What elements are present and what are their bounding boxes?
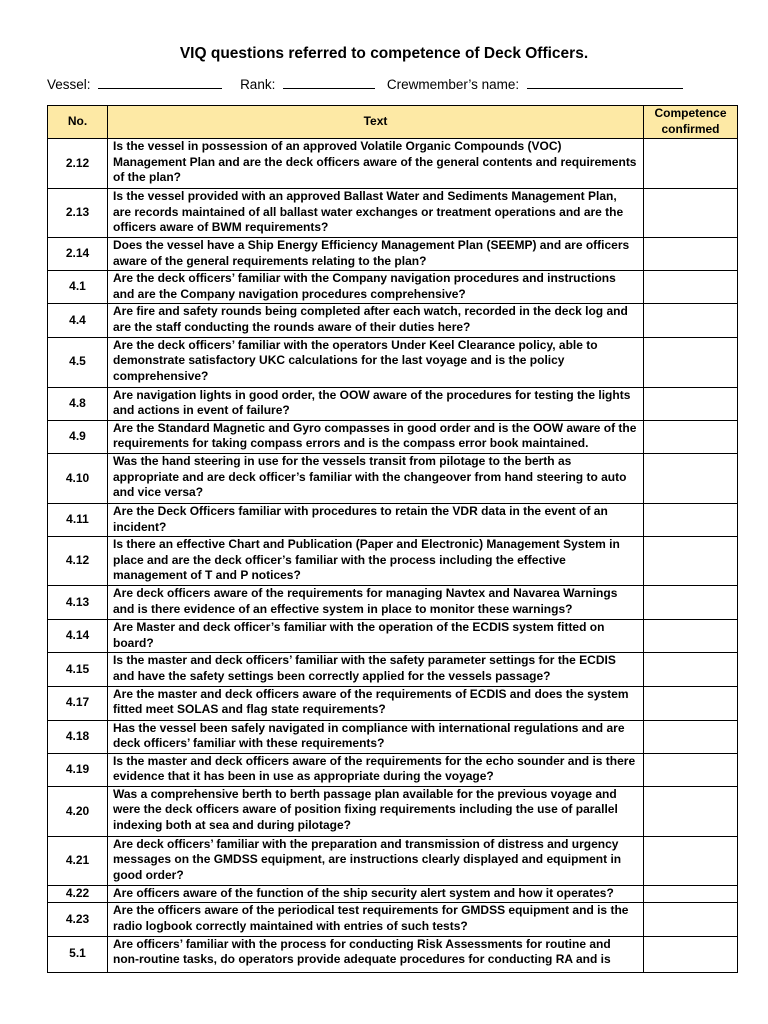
competence-confirmed-cell[interactable] [644,189,738,238]
competence-confirmed-cell[interactable] [644,387,738,420]
question-text: Are the Standard Magnetic and Gyro compasses in good order and is the OOW aware of the requirements for taking compass errors and is the compass error book maintained. [108,420,644,453]
competence-confirmed-cell[interactable] [644,720,738,753]
competence-confirmed-cell[interactable] [644,537,738,586]
competence-confirmed-cell[interactable] [644,337,738,387]
table-row [48,720,738,753]
question-number: 4.9 [48,420,108,453]
question-number: 5.1 [48,936,108,972]
question-text: Are the Deck Officers familiar with procedures to retain the VDR data in the event of an incident? [108,503,644,536]
table-row [48,238,738,271]
rank-field[interactable] [283,76,375,89]
table-row [48,903,738,936]
question-text: Are deck officers’ familiar with the preparation and transmission of distress and urgency messages on the GMDSS equipment, are instructions clearly displayed and equipment in good order? [108,836,644,885]
table-row [48,420,738,453]
question-text: Are the deck officers’ familiar with the Company navigation procedures and instructions and are the Company navigation procedures comprehensive? [108,271,644,304]
question-number: 4.21 [48,836,108,885]
table-row [48,786,738,836]
question-number: 4.23 [48,903,108,936]
crewmember-name-field[interactable] [527,76,683,89]
header-no: No. [48,106,108,139]
question-number: 4.11 [48,503,108,536]
table-row [48,620,738,653]
competence-confirmed-cell[interactable] [644,885,738,903]
question-text: Is the vessel provided with an approved Ballast Water and Sediments Management Plan, are records maintained of all ballast water exchanges or treatment operations and are the officers aware of BWM requirements? [108,189,644,238]
question-text: Are the master and deck officers aware of the requirements of ECDIS and does the system fitted meet SOLAS and flag state requirements? [108,686,644,720]
competence-confirmed-cell[interactable] [644,653,738,686]
viq-questions-table [47,105,738,973]
header-fields [47,76,737,92]
question-number: 2.14 [48,238,108,271]
table-row [48,653,738,686]
question-text: Are navigation lights in good order, the OOW aware of the procedures for testing the lights and actions in event of failure? [108,387,644,420]
question-text: Are the deck officers’ familiar with the operators Under Keel Clearance policy, able to demonstrate satisfactory UKC calculations for the last voyage and is the policy comprehensive? [108,337,644,387]
question-text: Are Master and deck officer’s familiar with the operation of the ECDIS system fitted on board? [108,620,644,653]
table-row [48,537,738,586]
question-text: Is the vessel in possession of an approved Volatile Organic Compounds (VOC) Management Plan and are the deck officers aware of the general contents and requirements of the plan? [108,139,644,189]
question-text: Are officers’ familiar with the process for conducting Risk Assessments for routine and non-routine tasks, do operators provide adequate procedures for conducting RA and is [108,936,644,972]
competence-confirmed-cell[interactable] [644,753,738,786]
competence-confirmed-cell[interactable] [644,304,738,337]
question-number: 4.4 [48,304,108,337]
competence-confirmed-cell[interactable] [644,936,738,972]
question-number: 4.1 [48,271,108,304]
header-competence: Competence confirmed [644,106,738,139]
table-row [48,686,738,720]
question-number: 2.13 [48,189,108,238]
question-number: 4.12 [48,537,108,586]
crewmember-label: Crewmember’s name: [386,77,520,92]
table-row [48,304,738,337]
table-row [48,453,738,503]
vessel-field[interactable] [98,76,222,89]
competence-confirmed-cell[interactable] [644,903,738,936]
question-text: Was a comprehensive berth to berth passage plan available for the previous voyage and were the deck officers aware of position fixing requirements including the use of parallel indexing both at sea and during pilotage? [108,786,644,836]
competence-confirmed-cell[interactable] [644,139,738,189]
competence-confirmed-cell[interactable] [644,786,738,836]
table-row [48,836,738,885]
question-number: 4.15 [48,653,108,686]
competence-confirmed-cell[interactable] [644,620,738,653]
question-number: 4.8 [48,387,108,420]
competence-confirmed-cell[interactable] [644,453,738,503]
table-row [48,753,738,786]
table-header-row [48,106,738,139]
question-number: 4.19 [48,753,108,786]
question-text: Is the master and deck officers’ familiar with the safety parameter settings for the ECDIS and have the safety settings been correctly applied for the vessels passage? [108,653,644,686]
question-number: 4.14 [48,620,108,653]
question-text: Are deck officers aware of the requirements for managing Navtex and Navarea Warnings and is there evidence of an effective system in place to monitor these warnings? [108,586,644,620]
question-number: 4.17 [48,686,108,720]
competence-confirmed-cell[interactable] [644,686,738,720]
question-text: Are the officers aware of the periodical test requirements for GMDSS equipment and is the radio logbook correctly maintained with entries of such tests? [108,903,644,936]
table-row [48,586,738,620]
competence-confirmed-cell[interactable] [644,420,738,453]
question-text: Has the vessel been safely navigated in compliance with international regulations and are deck officers’ familiar with these requirements? [108,720,644,753]
question-number: 4.13 [48,586,108,620]
question-text: Was the hand steering in use for the vessels transit from pilotage to the berth as appropriate and are deck officer’s familiar with the changeover from hand steering to auto and vice versa? [108,453,644,503]
question-text: Does the vessel have a Ship Energy Efficiency Management Plan (SEEMP) and are officers aware of the general requirements relating to the plan? [108,238,644,271]
question-number: 4.22 [48,885,108,903]
competence-confirmed-cell[interactable] [644,271,738,304]
vessel-label: Vessel: [47,77,91,92]
question-number: 4.18 [48,720,108,753]
competence-confirmed-cell[interactable] [644,238,738,271]
table-row [48,936,738,972]
table-row [48,503,738,536]
table-row [48,189,738,238]
question-text: Are officers aware of the function of the ship security alert system and how it operates? [108,885,644,903]
table-row [48,387,738,420]
table-row [48,337,738,387]
question-number: 4.5 [48,337,108,387]
competence-confirmed-cell[interactable] [644,586,738,620]
document-title: VIQ questions referred to competence of Deck Officers. [179,45,589,62]
competence-confirmed-cell[interactable] [644,836,738,885]
question-number: 4.10 [48,453,108,503]
competence-confirmed-cell[interactable] [644,503,738,536]
table-row [48,885,738,903]
table-row [48,271,738,304]
header-text: Text [108,106,644,139]
question-text: Is the master and deck officers aware of the requirements for the echo sounder and is there evidence that it has been in use as appropriate during the voyage? [108,753,644,786]
rank-label: Rank: [240,77,276,92]
question-number: 4.20 [48,786,108,836]
question-text: Are fire and safety rounds being completed after each watch, recorded in the deck log and are the staff conducting the rounds aware of their duties here? [108,304,644,337]
question-number: 2.12 [48,139,108,189]
question-text: Is there an effective Chart and Publication (Paper and Electronic) Management System in place and are the deck officer’s familiar with the process including the effective management of T and P notices? [108,537,644,586]
table-row [48,139,738,189]
table-body [48,139,738,973]
